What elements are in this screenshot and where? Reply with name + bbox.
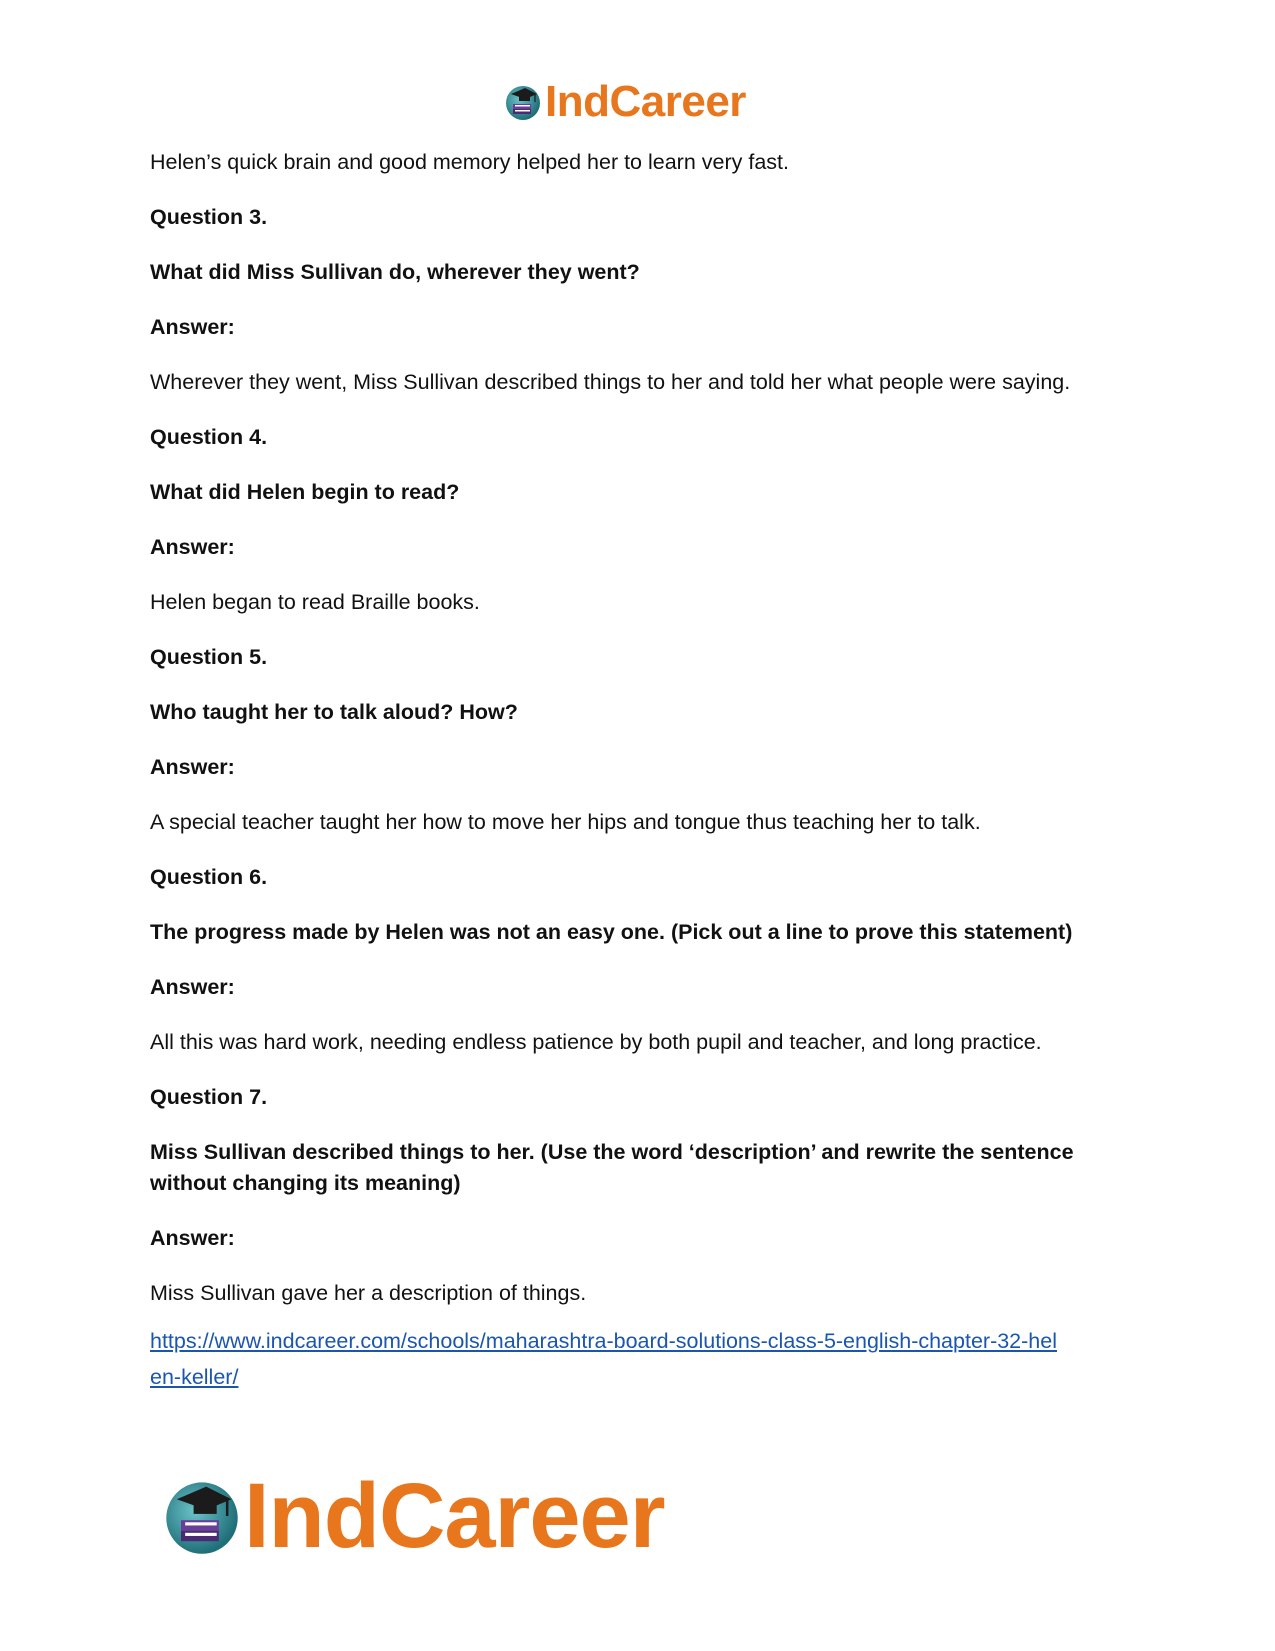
source-link-line-1: https://www.indcareer.com/schools/maharashtra-board-solutions-class-5-english-chapter-32-hel [150, 1329, 1057, 1353]
answer-label: Answer: [150, 1226, 235, 1250]
source-link-line-2: en-keller/ [150, 1365, 239, 1389]
footer-logo [160, 1465, 665, 1567]
answer-text: Wherever they went, Miss Sullivan described things to her and told her what people were saying. [150, 370, 1071, 394]
answer-text: All this was hard work, needing endless patience by both pupil and teacher, and long practice. [150, 1030, 1042, 1054]
answer-text: Helen’s quick brain and good memory helped her to learn very fast. [150, 150, 789, 174]
question-number: Question 3. [150, 205, 268, 229]
question-text: The progress made by Helen was not an easy one. (Pick out a line to prove this statement) [150, 920, 1073, 944]
question-text: What did Miss Sullivan do, wherever they went? [150, 260, 640, 284]
header-logo [503, 77, 746, 126]
source-link-block [150, 1323, 1130, 1395]
question-number: Question 7. [150, 1085, 268, 1109]
answer-text: Miss Sullivan gave her a description of things. [150, 1281, 587, 1305]
answer-text: Helen began to read Braille books. [150, 590, 480, 614]
graduation-cap-globe-books-icon [503, 82, 543, 122]
question-number: Question 5. [150, 645, 268, 669]
answer-label: Answer: [150, 755, 235, 779]
source-link[interactable] [150, 1329, 1057, 1389]
brand-name: IndCareer [244, 1465, 665, 1567]
question-text: Who taught her to talk aloud? How? [150, 700, 518, 724]
answer-text: A special teacher taught her how to move her hips and tongue thus teaching her to talk. [150, 810, 981, 834]
question-number: Question 4. [150, 425, 268, 449]
question-text: What did Helen begin to read? [150, 480, 460, 504]
answer-label: Answer: [150, 535, 235, 559]
graduation-cap-globe-books-icon [160, 1474, 244, 1558]
answer-label: Answer: [150, 315, 235, 339]
answer-label: Answer: [150, 975, 235, 999]
document-body [150, 147, 1130, 1395]
question-text: Miss Sullivan described things to her. (Use the word ‘description’ and rewrite the sentence without changing its meaning) [150, 1140, 1074, 1195]
brand-name: IndCareer [545, 77, 746, 126]
question-number: Question 6. [150, 865, 268, 889]
